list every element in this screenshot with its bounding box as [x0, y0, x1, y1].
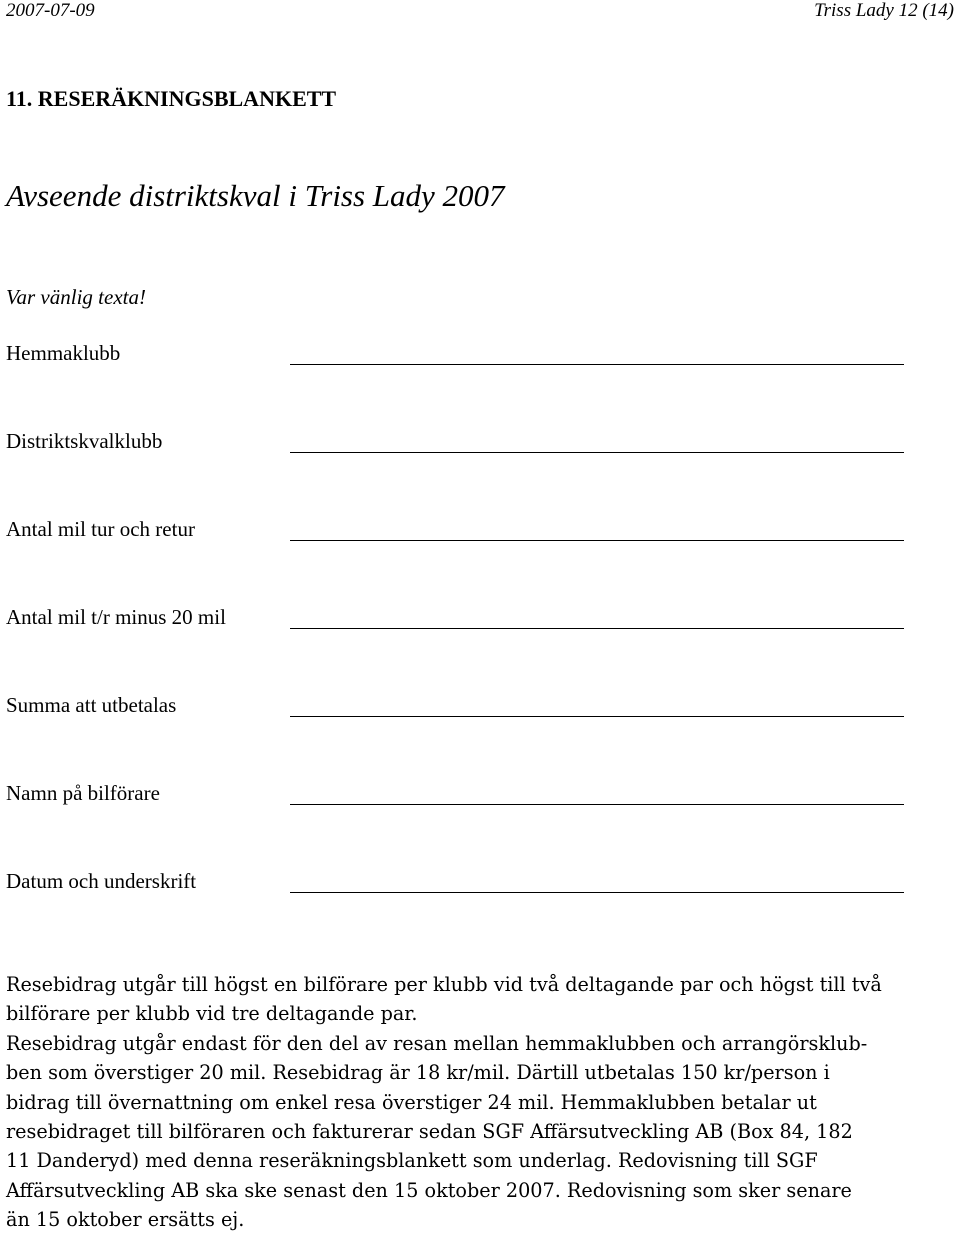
terms-line: bilförare per klubb vid tre deltagande par.	[6, 1002, 418, 1026]
field-row-datum-underskrift	[6, 866, 906, 896]
field-label: Summa att utbetalas	[6, 693, 177, 717]
field-row-bilforare	[6, 778, 906, 808]
terms-line: 11 Danderyd) med denna reseräkningsblankett som underlag. Redovisning till SGF	[6, 1149, 818, 1173]
field-label: Hemmaklubb	[6, 341, 121, 365]
instruction-text: Var vänlig texta!	[6, 285, 146, 309]
datum-underskrift-field[interactable]	[290, 892, 904, 893]
summa-field[interactable]	[290, 716, 904, 717]
terms-line: än 15 oktober ersätts ej.	[6, 1208, 245, 1232]
terms-line: Resebidrag utgår endast för den del av resan mellan hemmaklubben och arrangörsklub-	[6, 1031, 868, 1055]
field-row-hemmaklubb	[6, 338, 906, 368]
field-label: Distriktskvalklubb	[6, 429, 163, 453]
field-row-antal-mil	[6, 514, 906, 544]
terms-line: bidrag till övernattning om enkel resa överstiger 24 mil. Hemmaklubben betalar ut	[6, 1090, 817, 1114]
field-label: Antal mil tur och retur	[6, 517, 195, 541]
field-label: Antal mil t/r minus 20 mil	[6, 605, 226, 629]
form-subtitle: Avseende distriktskval i Triss Lady 2007	[6, 178, 505, 213]
terms-line: ben som överstiger 20 mil. Resebidrag är 18 kr/mil. Därtill utbetalas 150 kr/person i	[6, 1061, 830, 1085]
field-row-antal-mil-minus	[6, 602, 906, 632]
field-label: Namn på bilförare	[6, 781, 160, 805]
field-row-distriktskvalklubb	[6, 426, 906, 456]
antal-mil-field[interactable]	[290, 540, 904, 541]
distriktskvalklubb-field[interactable]	[290, 452, 904, 453]
bilforare-field[interactable]	[290, 804, 904, 805]
field-label: Datum och underskrift	[6, 869, 197, 893]
field-row-summa	[6, 690, 906, 720]
header-date: 2007-07-09	[6, 0, 95, 21]
hemmaklubb-field[interactable]	[290, 364, 904, 365]
section-title: 11. RESERÄKNINGSBLANKETT	[6, 86, 337, 111]
terms-line: Affärsutveckling AB ska ske senast den 15 oktober 2007. Redovisning som sker senare	[6, 1178, 852, 1202]
terms-paragraph	[6, 970, 906, 1235]
header-page-reference: Triss Lady 12 (14)	[814, 0, 954, 21]
antal-mil-minus-field[interactable]	[290, 628, 904, 629]
terms-line: resebidraget till bilföraren och fakturerar sedan SGF Affärsutveckling AB (Box 84, 182	[6, 1120, 853, 1144]
terms-line: Resebidrag utgår till högst en bilförare per klubb vid två deltagande par och högst till två	[6, 973, 882, 996]
